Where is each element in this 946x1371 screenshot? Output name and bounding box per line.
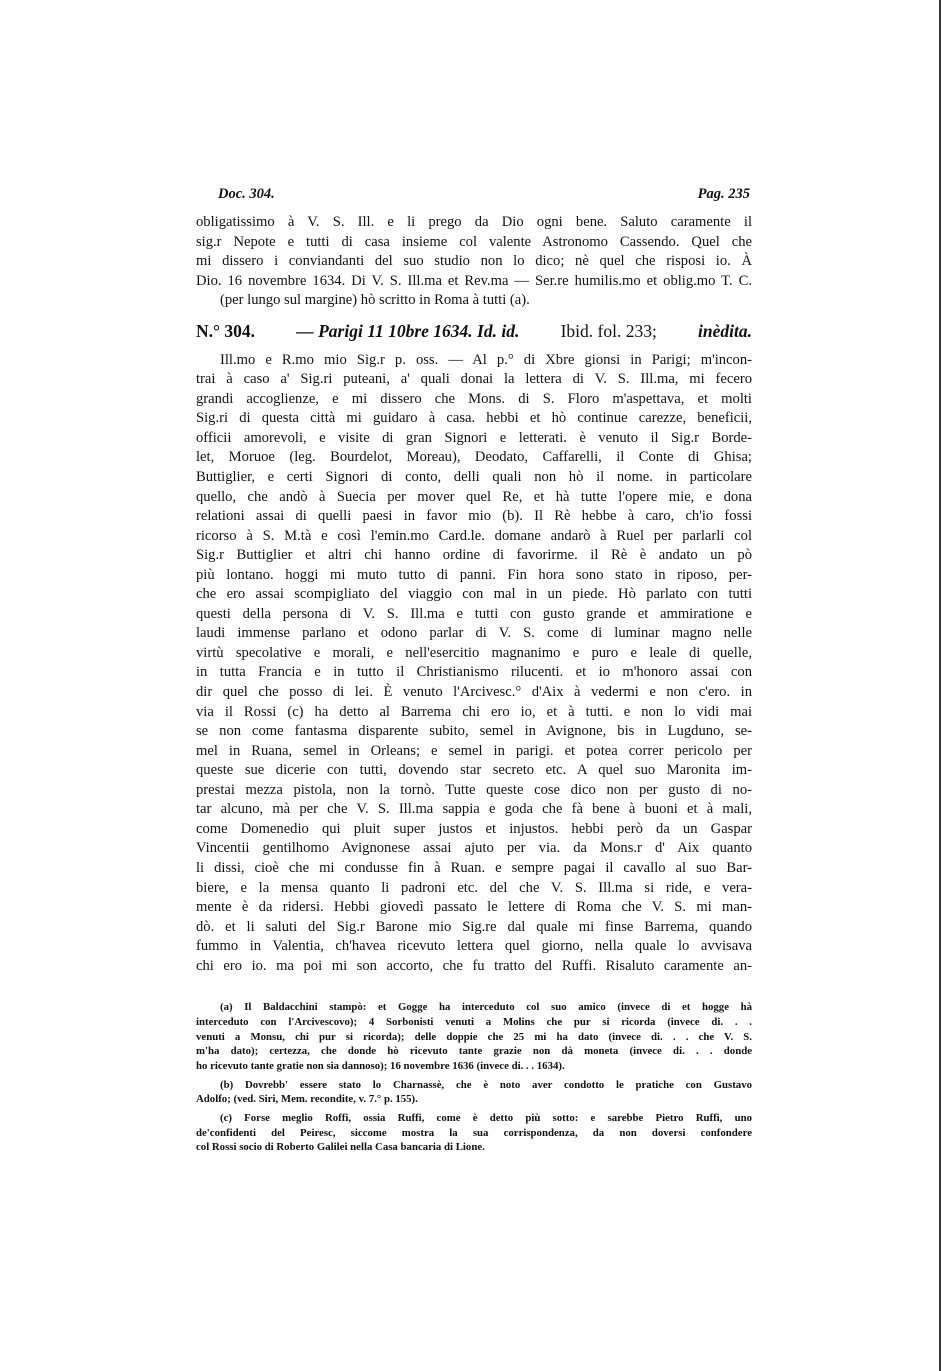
previous-letter-ending xyxy=(196,213,752,311)
footnote-a xyxy=(196,1000,752,1073)
text-line: in tutta Francia e in tutto il Christianismo rilucenti. et io m'honoro assai con xyxy=(196,664,752,681)
running-header xyxy=(218,186,750,213)
text-line: virtù specolative e morali, e nell'esercitio magnanimo e puro e leale di quelle, xyxy=(196,644,752,661)
text-line: fummo in Valentia, ch'havea ricevuto lettera quel giorno, nella quale lo avvisava xyxy=(196,938,752,955)
text-line: ricorso à S. M.tà e così l'emin.mo Card.le. domane andarò à Ruel per parlarli col xyxy=(196,527,752,544)
text-line: de'confidenti del Peiresc, siccome mostra la sua corrispondenza, da non doversi confondere xyxy=(196,1126,752,1139)
text-line: dir quel che posso di lei. È venuto l'Arcivesc.° d'Aix à vedermi e non c'ero. in xyxy=(196,684,752,701)
text-line: se non come fantasma disparente subito, semel in Avignone, bis in Lugduno, se- xyxy=(196,723,752,740)
text-line: officii amorevoli, e visite di gran Signori e letterati. è venuto il Sig.r Borde- xyxy=(196,429,752,446)
document-heading xyxy=(196,321,752,351)
text-line: obligatissimo à V. S. Ill. e li prego da Dio ogni bene. Saluto caramente il xyxy=(196,214,752,230)
text-line: più lontano. hoggi mi muto tutto di panni. Fin hora sono stato in riposo, per- xyxy=(196,566,752,583)
document-number: N.° 304. xyxy=(196,320,256,341)
text-line: mente è da ridersi. Hebbi giovedì passato le lettere di Roma che V. S. mi man- xyxy=(196,899,752,916)
text-line: relationi assai di quelli paesi in favor mio (b). Il Rè hebbe à caro, ch'io fossi xyxy=(196,508,752,525)
text-line: Sig.r Buttiglier et altri chi hanno ordine di favorirme. il Rè è andato un pò xyxy=(196,547,752,564)
text-line: che ero assai scompigliato del viaggio con mal in un piede. Hò parlato con tutti xyxy=(196,586,752,603)
text-line: trai à caso a' Sig.ri puteani, a' quali donai la lettera di V. S. Ill.ma, mi fecero xyxy=(196,371,752,388)
text-line: grandi accoglienze, e mi dissero che Mons. di S. Floro m'aspettava, et molti xyxy=(196,390,752,407)
text-line: mel in Ruana, semel in Orleans; e semel in parigi. et potea correr pericolo per xyxy=(196,742,752,759)
header-page-number: Pag. 235 xyxy=(697,186,750,202)
text-line: quello, che andò à Suecia per mover quel Re, et hà tutte l'opere mie, e dona xyxy=(196,488,752,505)
text-line: biere, e la mensa quanto li padroni etc. del che V. S. Ill.ma si ride, e vera- xyxy=(196,879,752,896)
header-doc-number: Doc. 304. xyxy=(218,186,275,202)
footnote-b xyxy=(196,1078,752,1107)
text-line: interceduto con l'Arcivescovo); 4 Sorbonisti venuti a Molins che pur si ricorda (invece di. . . xyxy=(196,1015,752,1028)
book-page xyxy=(196,186,752,1155)
text-line: Buttiglier, e certi Signori di conto, delli quali non hò il nome. in particolare xyxy=(196,469,752,486)
text-line: Sig.ri di questa città mi guidaro à casa. hebbi et hò continue carezze, beneficii, xyxy=(196,410,752,427)
text-line: li dissi, cioè che mi condusse fin à Ruan. e sempre pagai il cavallo al suo Bar- xyxy=(196,859,752,876)
text-line: sig.r Nepote e tutti di casa insieme col valente Astronomo Cassendo. Quel che xyxy=(196,233,752,250)
text-line: col Rossi socio di Roberto Galilei nella Casa bancaria di Lione. xyxy=(196,1141,485,1154)
text-line: via il Rossi (c) ha detto al Barrema chi ero io, et à tutti. e non lo vidi mai xyxy=(196,703,752,720)
footnote-c xyxy=(196,1111,752,1155)
footnotes xyxy=(196,1000,752,1155)
text-line: (per lungo sul margine) hò scritto in Roma à tutti (a). xyxy=(220,292,530,309)
document-place-date: — Parigi 11 10bre 1634. Id. id. xyxy=(296,320,520,341)
document-source: Ibid. fol. 233; xyxy=(560,320,657,341)
document-status: inèdita. xyxy=(698,320,752,341)
text-line: (a) Il Baldacchini stampò: et Gogge ha interceduto col suo amico (invece di et hogge hà xyxy=(220,1001,752,1014)
text-line: ho ricevuto tante gratie non sia dannoso); 16 novembre 1636 (invece di. . . 1634). xyxy=(196,1059,565,1072)
page-edge-rule xyxy=(939,0,941,1371)
text-line: Vincentii gentilhomo Avignonese assai ajuto per via. da Mons.r d' Aix quanto xyxy=(196,840,752,857)
text-line: questi della persona di V. S. Ill.ma e tutti con gusto grande et ammiratione e xyxy=(196,605,752,622)
letter-body xyxy=(196,351,752,977)
text-line: Ill.mo e R.mo mio Sig.r p. oss. — Al p.° di Xbre gionsi in Parigi; m'incon- xyxy=(220,351,752,368)
text-line: laudi immense parlano et odono parlar di V. S. come di luminar magno nelle xyxy=(196,625,752,642)
text-line: (c) Forse meglio Roffi, ossia Ruffi, come è detto più sotto: e sarebbe Pietro Ruffi, uno xyxy=(220,1112,752,1125)
text-line: venuti a Monsu, chi pur si ricorda); delle doppie che 25 mi ha dato (invece di. . . che V. S. xyxy=(196,1030,752,1043)
text-line: Dio. 16 novembre 1634. Di V. S. Ill.ma et Rev.ma — Ser.re humilis.mo et oblig.mo T. C. xyxy=(196,272,752,289)
text-line: (b) Dovrebb' essere stato lo Charnassè, che è noto aver condotto le pratiche con Gustavo xyxy=(220,1078,752,1091)
text-line: mi dissero i conviandanti del suo studio non lo dico; nè quel che risposi io. À xyxy=(196,253,752,270)
text-line: dò. et li saluti del Sig.r Barone mio Sig.re dal quale mi finse Barrema, quando xyxy=(196,918,752,935)
text-line: let, Moruoe (leg. Bourdelot, Moreau), Deodato, Caffarelli, il Conte di Ghisa; xyxy=(196,449,752,466)
text-line: Adolfo; (ved. Siri, Mem. recondite, v. 7.° p. 155). xyxy=(196,1093,418,1106)
text-line: queste sue dicerie con tutti, dovendo star secreto etc. A quel suo Maronita im- xyxy=(196,762,752,779)
text-line: come Domenedio qui pluit super justos et injustos. hebbi però da un Gaspar xyxy=(196,820,752,837)
text-line: tar alcuno, mà per che V. S. Ill.ma sappia e goda che fà bene à buoni et à mali, xyxy=(196,801,752,818)
text-line: prestai mezza pistola, non la tornò. Tutte queste cose dico non per gusto di no- xyxy=(196,781,752,798)
text-line: chi ero io. ma poi mi son accorto, che fu tratto del Ruffi. Risaluto caramente an- xyxy=(196,957,752,974)
text-line: m'ha dato); certezza, che donde hò ricevuto tante grazie non dà moneta (invece di. . . donde xyxy=(196,1045,752,1058)
